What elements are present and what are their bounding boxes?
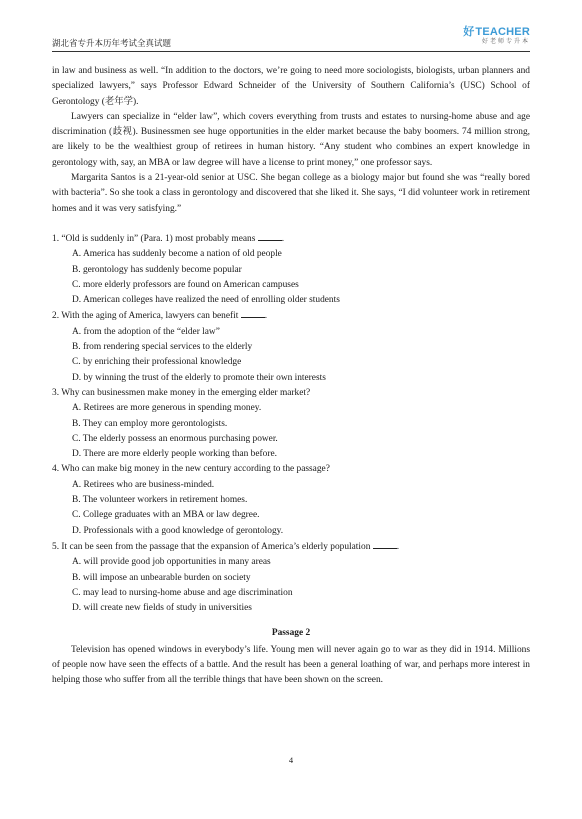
answer-blank: [373, 539, 397, 549]
logo-wordmark: 好TEACHER: [463, 26, 530, 38]
option-b: B. The volunteer workers in retirement homes.: [72, 495, 248, 506]
option-c: C. more elderly professors are found on American campuses: [72, 279, 299, 290]
option-d: D. American colleges have realized the need of enrolling older students: [72, 295, 340, 306]
teacher-logo: [463, 26, 530, 46]
header-title: 湖北省专升本历年考试全真试题: [52, 39, 172, 49]
question: [52, 462, 530, 538]
question-stem: 5. It can be seen from the passage that the expansion of America’s elderly population .: [52, 539, 530, 555]
option-c: C. College graduates with an MBA or law degree.: [72, 510, 260, 521]
option-d: D. by winning the trust of the elderly to promote their own interests: [72, 372, 326, 383]
passage-title: Passage 2: [271, 628, 311, 639]
header-divider: [52, 51, 530, 52]
option-d: D. Professionals with a good knowledge of gerontology.: [72, 525, 284, 536]
option-d: D. There are more elderly people working than before.: [72, 449, 277, 460]
question-stem: 2. With the aging of America, lawyers can benefit .: [52, 308, 530, 324]
option-b: B. They can employ more gerontologists.: [72, 418, 228, 429]
question: [52, 386, 530, 462]
option-c: C. may lead to nursing-home abuse and age discrimination: [72, 587, 293, 598]
answer-blank: [241, 308, 265, 318]
page-number: 4: [288, 755, 294, 765]
page-content: [52, 64, 530, 689]
logo-subtitle: 好老师专升本: [481, 38, 530, 45]
option-d: D. will create new fields of study in universities: [72, 603, 252, 614]
option-b: B. from rendering special services to the elderly: [72, 342, 253, 353]
question-list: [52, 231, 530, 616]
question: [52, 308, 530, 385]
option-c: C. The elderly possess an enormous purchasing power.: [72, 433, 278, 444]
option-a: A. Retirees are more generous in spending money.: [72, 403, 262, 414]
question: [52, 539, 530, 616]
option-b: B. will impose an unbearable burden on society: [72, 572, 251, 583]
answer-blank: [258, 231, 282, 241]
passage-paragraph: Television has opened windows in everybody’s life. Young men will never again go to war as they did in 1914. Millions of people now have seen the effects of a battle. And the result has been a general loathing of war, and perhaps more interest in helping those who suffer from all the terrible things that have been shown on the screen.: [52, 644, 530, 686]
option-a: A. will provide good job opportunities in many areas: [72, 557, 271, 568]
passage-paragraph: Lawyers can specialize in “elder law”, which covers everything from trusts and estates to nursing-home abuse and age discrimination (歧视). Businessmen see huge opportunities in the elder market because the baby boomers. 74 million strong, are likely to be the wealthiest group of retirees in human history. “Any student who combines an expert knowledge in gerontology with, say, an MBA or law degree will have a license to print money,” one professor says.: [52, 111, 530, 168]
question-stem: 3. Why can businessmen make money in the emerging elder market?: [52, 387, 311, 398]
option-a: A. Retirees who are business-minded.: [72, 479, 215, 490]
question-stem: 4. Who can make big money in the new century according to the passage?: [52, 464, 330, 475]
passage-paragraph: in law and business as well. “In addition to the doctors, we’re going to need more sociologists, biologists, urban planners and specialized lawyers,” says Professor Edward Schneider of the University of Southern California’s (USC) School of Gerontology (老年学).: [52, 66, 530, 107]
option-a: A. from the adoption of the “elder law”: [72, 326, 220, 337]
option-a: A. America has suddenly become a nation of old people: [72, 249, 282, 260]
page-header: [52, 20, 530, 50]
logo-mark-icon: 好: [463, 26, 475, 38]
passage-paragraph: Margarita Santos is a 21-year-old senior at USC. She began college as a biology major but found she was “really bored with bacteria”. So she took a class in gerontology and discovered that she liked it. She says, “I did volunteer work in retirement homes and it was very satisfying.”: [52, 173, 530, 214]
option-b: B. gerontology has suddenly become popular: [72, 264, 242, 275]
question: [52, 231, 530, 308]
question-stem: 1. “Old is suddenly in” (Para. 1) most probably means .: [52, 231, 530, 247]
option-c: C. by enriching their professional knowledge: [72, 357, 242, 368]
